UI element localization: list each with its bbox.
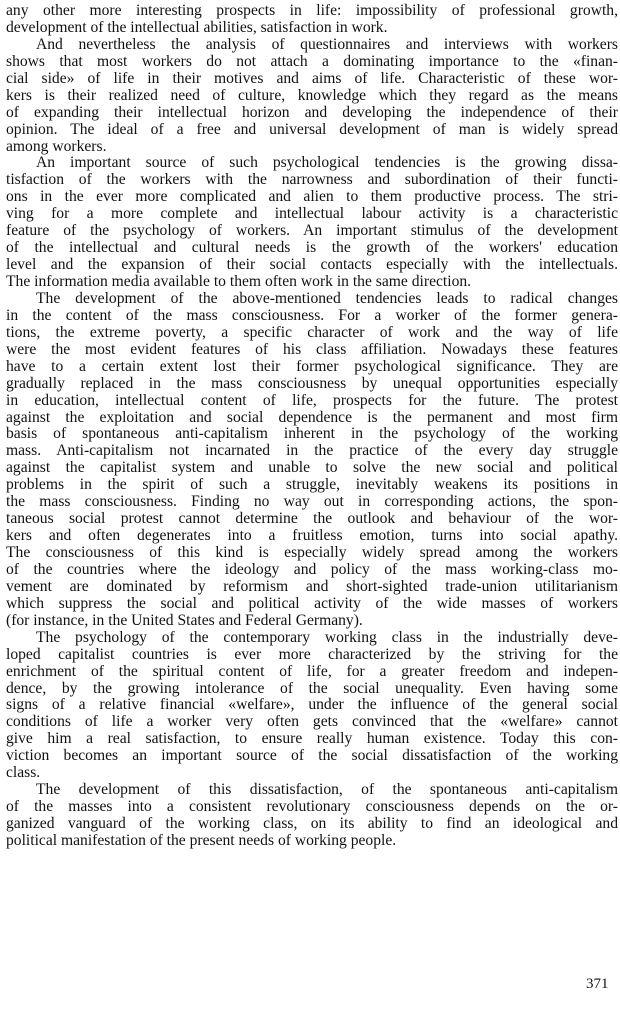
paragraph — [6, 291, 618, 630]
text-line: And nevertheless the analysis of questionnaires and interviews with workers — [36, 36, 618, 53]
paragraph — [6, 155, 618, 291]
text-line: kers is their realized need of culture, knowledge which they regard as the means — [6, 87, 618, 104]
text-line: among workers. — [6, 138, 107, 155]
text-line: ving for a more complete and intellectual labour activity is a characteristic — [6, 206, 618, 223]
text-line: give him a real satisfaction, to ensure really human existence. Today this con- — [6, 731, 618, 748]
text-line: the mass consciousness. Finding no way out in corresponding actions, the spon- — [6, 494, 618, 511]
text-line: The development of the above-mentioned tendencies leads to radical changes — [36, 290, 618, 307]
text-line: shows that most workers do not attach a dominating importance to the «finan- — [6, 53, 618, 70]
text-line: gradually replaced in the mass consciousness by unequal opportunities especially — [6, 375, 618, 392]
text-line: vement are dominated by reformism and short-sighted trade-union utilitarianism — [6, 578, 618, 595]
text-line: enrichment of the spiritual content of life, for a greater freedom and indepen- — [6, 663, 618, 680]
text-line: development of the intellectual abilities, satisfaction in work. — [6, 19, 388, 36]
text-line: feature of the psychology of workers. An important stimulus of the development — [6, 223, 618, 240]
text-line: problems in the spirit of such a struggle, inevitably weakens its positions in — [6, 477, 618, 494]
text-line: ons in the ever more complicated and alien to them productive process. The stri- — [6, 189, 618, 206]
text-line: have to a certain extent lost their former psychological significance. They are — [6, 358, 618, 375]
text-line: The consciousness of this kind is especially widely spread among the workers — [6, 545, 618, 561]
text-line: signs of a relative financial «welfare», under the influence of the general social — [6, 697, 618, 714]
page-number: 371 — [586, 976, 609, 992]
text-line: cial side» of life in their motives and aims of life. Characteristic of these wor- — [6, 70, 618, 87]
text-line: The development of this dissatisfaction, of the spontaneous anti-capitalism — [36, 782, 618, 799]
text-line: political manifestation of the present needs of working people. — [6, 832, 397, 849]
text-line: (for instance, in the United States and Federal Germany). — [6, 612, 363, 629]
text-line: class. — [6, 765, 41, 782]
text-line: of expanding their intellectual horizon and developing the independence of their — [6, 104, 618, 121]
text-line: An important source of such psychological tendencies is the growing dissa- — [36, 155, 618, 172]
text-line: which suppress the social and political activity of the wide masses of workers — [6, 595, 618, 612]
text-line: were the most evident features of his class affiliation. Nowadays these features — [6, 341, 618, 358]
text-line: viction becomes an important source of the social dissatisfaction of the working — [6, 748, 618, 765]
text-line: against the exploitation and social dependence is the permanent and most firm — [6, 409, 618, 426]
text-line: ganized vanguard of the working class, on its ability to find an ideological and — [6, 816, 618, 832]
text-line: opinion. The ideal of a free and universal development of man is widely spread — [6, 121, 618, 138]
text-line: dence, by the growing intolerance of the social unequality. Even having some — [6, 680, 618, 697]
paragraph — [6, 3, 618, 37]
text-line: level and the expansion of their social contacts especially with the intellectuals. — [6, 257, 618, 274]
text-line: The psychology of the contemporary working class in the industrially deve- — [36, 629, 618, 646]
body-text — [6, 3, 618, 850]
text-line: tions, the extreme poverty, a specific character of work and the way of life — [6, 324, 618, 341]
text-line: basis of spontaneous anti-capitalism inherent in the psychology of the working — [6, 426, 618, 443]
text-line: tisfaction of the workers with the narrowness and subordination of their functi- — [6, 172, 618, 189]
text-line: loped capitalist countries is ever more characterized by the striving for the — [6, 646, 618, 663]
text-line: against the capitalist system and unable to solve the new social and political — [6, 460, 618, 477]
paragraph — [6, 782, 618, 850]
text-line: any other more interesting prospects in life: impossibility of professional growth, — [6, 3, 618, 19]
paragraph — [6, 37, 618, 156]
text-line: mass. Anti-capitalism not incarnated in the practice of the every day struggle — [6, 443, 618, 460]
paragraph — [6, 630, 618, 782]
text-line: taneous social protest cannot determine the outlook and behaviour of the wor- — [6, 511, 618, 528]
text-line: of the intellectual and cultural needs is the growth of the workers' education — [6, 240, 618, 257]
text-line: in education, intellectual content of life, prospects for the future. The protest — [6, 392, 618, 409]
text-line: of the masses into a consistent revolutionary consciousness depends on the or- — [6, 799, 618, 816]
text-line: of the countries where the ideology and policy of the mass working-class mo- — [6, 561, 618, 578]
text-line: kers and often degenerates into a fruitless emotion, turns into social apathy. — [6, 528, 618, 545]
text-line: conditions of life a worker very often gets convinced that the «welfare» cannot — [6, 714, 618, 731]
text-line: in the content of the mass consciousness. For a worker of the former genera- — [6, 307, 618, 324]
text-line: The information media available to them often work in the same direction. — [6, 274, 472, 290]
